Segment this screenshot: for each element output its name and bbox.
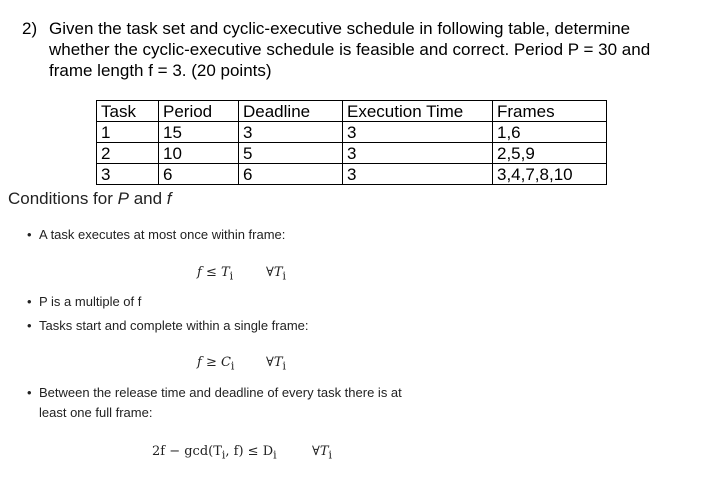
condition-bullet: • Between the release time and deadline of every task there is at	[27, 385, 402, 400]
table-cell: 3	[343, 122, 493, 143]
condition-bullet: • A task executes at most once within frame:	[27, 227, 286, 242]
header-execution-time: Execution Time	[343, 101, 493, 122]
table-cell: 6	[239, 164, 343, 185]
header-deadline: Deadline	[239, 101, 343, 122]
table-cell: 1,6	[493, 122, 607, 143]
forall-symbol: $\forall T_i$	[266, 355, 286, 373]
question-number: 2)	[22, 19, 38, 38]
condition-bullet: • Tasks start and complete within a single frame:	[27, 318, 309, 333]
table-cell: 3	[97, 164, 159, 185]
question-line-2: whether the cyclic-executive schedule is feasible and correct. Period P = 30 and	[49, 40, 651, 59]
forall-symbol: $\forall T_i$	[312, 444, 332, 462]
header-period: Period	[159, 101, 239, 122]
table-header-row	[97, 101, 607, 122]
formula-frame-le-period: $f \le T_i$	[197, 265, 234, 283]
table-cell: 1	[97, 122, 159, 143]
table-cell: 5	[239, 143, 343, 164]
question-line-1: Given the task set and cyclic-executive schedule in following table, determine	[49, 19, 631, 38]
table-cell: 3,4,7,8,10	[493, 164, 607, 185]
table-cell: 3	[343, 164, 493, 185]
question-line-3: frame length f = 3. (20 points)	[49, 61, 272, 80]
table-row	[97, 164, 607, 185]
table-cell: 15	[159, 122, 239, 143]
table-cell: 2	[97, 143, 159, 164]
table-cell: 3	[239, 122, 343, 143]
table-cell: 3	[343, 143, 493, 164]
table-row	[97, 143, 607, 164]
task-table	[96, 100, 607, 185]
table-row	[97, 122, 607, 143]
conditions-title: Conditions for P and f	[8, 189, 172, 208]
condition-bullet-continuation: least one full frame:	[39, 405, 153, 420]
header-task: Task	[97, 101, 159, 122]
header-frames: Frames	[493, 101, 607, 122]
table-cell: 2,5,9	[493, 143, 607, 164]
table-cell: 6	[159, 164, 239, 185]
forall-symbol: $\forall T_i$	[266, 265, 286, 283]
formula-frame-ge-exec: $f \ge C_i$	[197, 355, 235, 373]
formula-full-frame: $2f - \gcd(T_i$, $f) \le D_i$	[152, 444, 277, 462]
table-cell: 10	[159, 143, 239, 164]
condition-bullet: • P is a multiple of f	[27, 294, 142, 309]
